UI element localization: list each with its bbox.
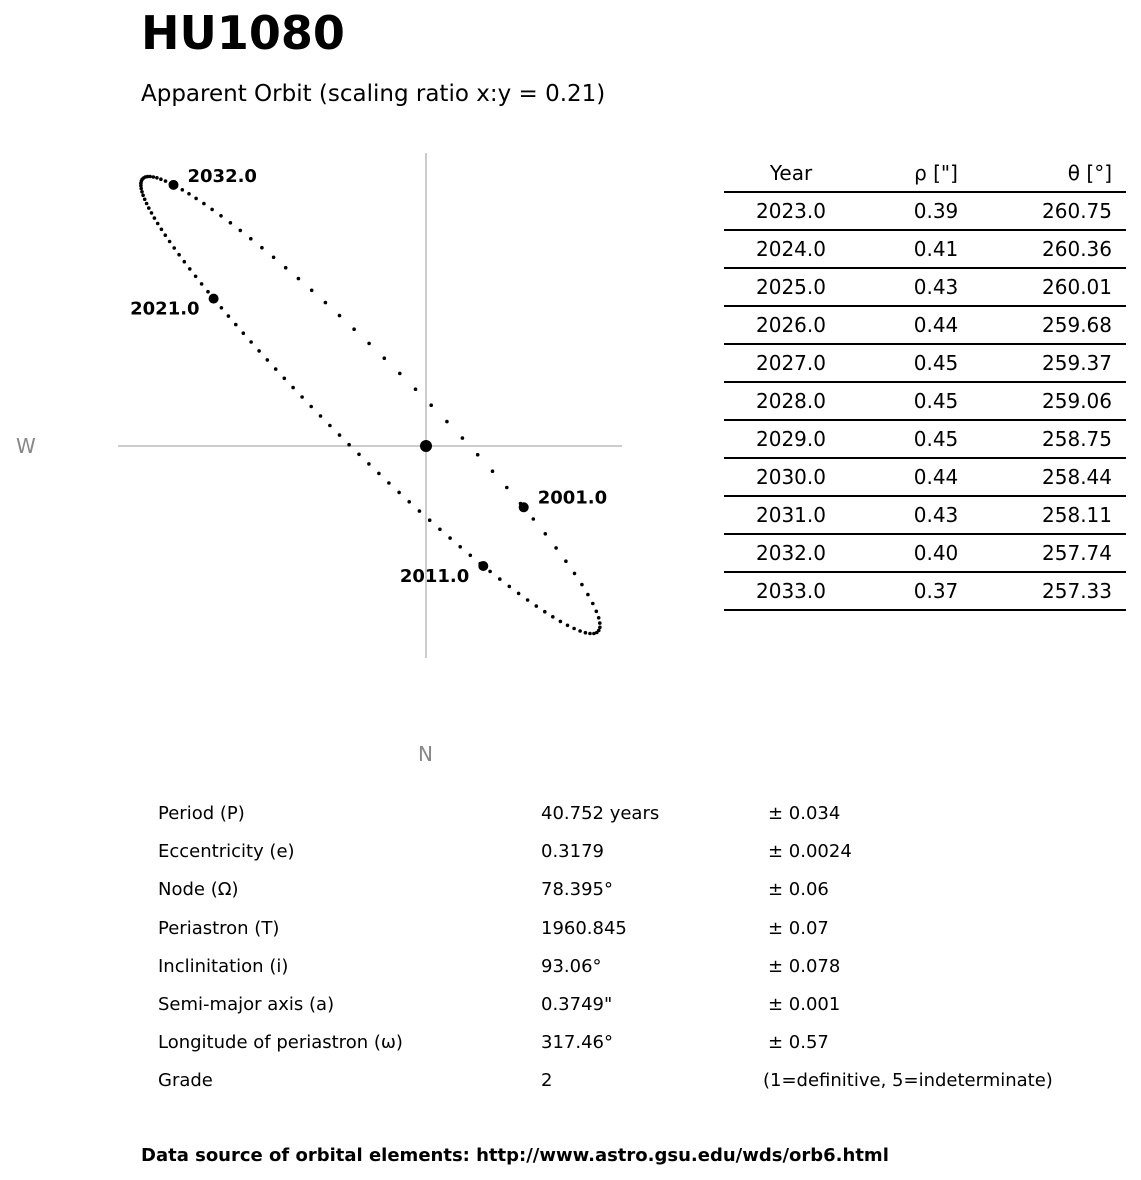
element-value: 317.46° (541, 1032, 613, 1054)
orbit-point (414, 387, 418, 391)
rho-cell: 0.39 (858, 192, 1014, 230)
year-cell: 2032.0 (724, 534, 858, 572)
epoch-label: 2011.0 (399, 566, 470, 587)
orbit-point (181, 188, 185, 192)
orbit-point (249, 340, 253, 344)
epoch-point (209, 294, 219, 304)
orbit-point (187, 192, 191, 196)
orbit-point (572, 627, 576, 631)
element-name: Inclinitation (i) (158, 955, 289, 977)
theta-cell: 260.36 (1014, 230, 1126, 268)
orbit-point (164, 179, 168, 183)
element-value: 93.06° (541, 955, 602, 977)
col-year-header: Year (724, 155, 858, 192)
table-row (724, 420, 1126, 458)
element-error: ± 0.07 (768, 917, 829, 939)
orbit-point (544, 532, 548, 536)
element-value: 0.3749" (541, 994, 613, 1015)
orbit-point (554, 546, 558, 550)
orbit-point (234, 323, 238, 327)
orbit-point (272, 255, 276, 259)
table-row (724, 344, 1126, 382)
year-cell: 2024.0 (724, 230, 858, 268)
orbit-point (338, 433, 342, 437)
orbit-point (155, 176, 159, 180)
orbit-point (458, 545, 462, 549)
element-value: 0.3179 (541, 841, 604, 863)
rho-cell: 0.45 (858, 382, 1014, 420)
orbit-point (429, 403, 433, 407)
orbit-point (141, 194, 145, 198)
orbit-point (145, 202, 149, 206)
orbit-point (177, 253, 181, 257)
orbit-point (551, 615, 555, 619)
orbit-point (164, 233, 168, 237)
orbit-point (418, 509, 422, 513)
year-cell: 2027.0 (724, 344, 858, 382)
element-name: Node (Ω) (158, 879, 239, 901)
orbit-plot (0, 0, 700, 780)
theta-cell: 259.37 (1014, 344, 1126, 382)
orbit-point (324, 301, 328, 305)
element-value: 2 (541, 1070, 553, 1092)
orbit-point (297, 277, 301, 281)
orbit-point (156, 222, 160, 226)
orbit-point (160, 228, 164, 232)
orbit-point (595, 610, 599, 614)
orbit-point (347, 443, 351, 447)
orbit-point (505, 486, 509, 490)
orbit-point (159, 177, 163, 181)
orbit-point (584, 631, 588, 635)
year-cell: 2023.0 (724, 192, 858, 230)
element-name: Longitude of periastron (ω) (158, 1032, 403, 1054)
epoch-point (169, 180, 179, 190)
table-row (724, 230, 1126, 268)
col-theta-header: θ [°] (1014, 155, 1126, 192)
element-error: ± 0.57 (768, 1032, 829, 1054)
epoch-point (478, 561, 488, 571)
orbit-point (428, 518, 432, 522)
element-error: ± 0.001 (768, 994, 841, 1015)
ephemeris-header-row (724, 155, 1126, 192)
epoch-markers (130, 166, 607, 587)
orbit-point (140, 190, 144, 194)
table-row (724, 306, 1126, 344)
orbit-point (153, 216, 157, 220)
theta-cell: 258.44 (1014, 458, 1126, 496)
orbit-point (597, 616, 601, 620)
orbit-point (249, 237, 253, 241)
orbit-point (147, 206, 151, 210)
north-label: N (418, 742, 433, 766)
rho-cell: 0.44 (858, 458, 1014, 496)
orbit-point (210, 208, 214, 212)
orbit-point (229, 221, 233, 225)
theta-cell: 257.33 (1014, 572, 1126, 610)
element-name: Grade (158, 1070, 213, 1092)
orbit-point (188, 267, 192, 271)
rho-cell: 0.45 (858, 344, 1014, 382)
orbit-point (309, 405, 313, 409)
orbit-point (588, 632, 592, 636)
orbit-point (377, 472, 381, 476)
orbit-point (206, 290, 210, 294)
orbit-point (220, 306, 224, 310)
theta-cell: 258.75 (1014, 420, 1126, 458)
theta-cell: 259.06 (1014, 382, 1126, 420)
element-error: ± 0.078 (768, 955, 841, 977)
orbit-point (517, 592, 521, 596)
orbit-point (566, 624, 570, 628)
table-row (724, 268, 1126, 306)
orbit-point (387, 481, 391, 485)
orbit-point (580, 583, 584, 587)
chart-subtitle: Apparent Orbit (scaling ratio x:y = 0.21) (141, 81, 606, 107)
theta-cell: 259.68 (1014, 306, 1126, 344)
orbit-point (227, 314, 231, 318)
orbit-point (143, 198, 147, 202)
orbit-point (202, 202, 206, 206)
orbit-point (397, 491, 401, 495)
year-cell: 2025.0 (724, 268, 858, 306)
orbit-point (476, 453, 480, 457)
element-error: (1=definitive, 5=indeterminate) (763, 1070, 1053, 1092)
orbit-point (591, 602, 595, 606)
rho-cell: 0.44 (858, 306, 1014, 344)
table-row (724, 458, 1126, 496)
rho-cell: 0.41 (858, 230, 1014, 268)
table-row (724, 534, 1126, 572)
col-rho-header: ρ ["] (858, 155, 1014, 192)
theta-cell: 258.11 (1014, 496, 1126, 534)
rho-cell: 0.43 (858, 496, 1014, 534)
rho-cell: 0.37 (858, 572, 1014, 610)
element-error: ± 0.06 (768, 879, 829, 901)
ephemeris-table (724, 155, 1126, 611)
year-cell: 2026.0 (724, 306, 858, 344)
orbit-point (526, 598, 530, 602)
element-value: 78.395° (541, 879, 613, 901)
orbit-point (448, 536, 452, 540)
table-row (724, 496, 1126, 534)
orbit-point (300, 395, 304, 399)
page-title: HU1080 (141, 6, 345, 60)
orbit-point (283, 377, 287, 381)
orbit-point (578, 629, 582, 633)
orbit-point (260, 246, 264, 250)
orbit-point (532, 517, 536, 521)
element-error: ± 0.0024 (768, 841, 852, 863)
orbit-point (367, 342, 371, 346)
table-row (724, 572, 1126, 610)
epoch-label: 2021.0 (130, 298, 200, 320)
epoch-point (519, 502, 529, 512)
element-value: 1960.845 (541, 917, 627, 939)
rho-cell: 0.45 (858, 420, 1014, 458)
orbit-point (284, 266, 288, 270)
epoch-label: 2001.0 (537, 487, 608, 509)
orbit-point (559, 620, 563, 624)
orbit-point (469, 554, 473, 558)
orbit-point (383, 356, 387, 360)
orbit-point (319, 414, 323, 418)
epoch-label: 2032.0 (187, 165, 257, 187)
table-row (724, 192, 1126, 230)
orbit-point (328, 424, 332, 428)
element-error: ± 0.034 (768, 803, 841, 824)
orbit-point (461, 436, 465, 440)
orbit-path (139, 175, 602, 636)
orbit-point (407, 500, 411, 504)
orbit-point (310, 289, 314, 293)
theta-cell: 260.01 (1014, 268, 1126, 306)
element-name: Eccentricity (e) (158, 841, 295, 863)
orbit-point (398, 372, 402, 376)
orbit-point (266, 358, 270, 362)
orbit-point (543, 610, 547, 614)
orbit-point (194, 197, 198, 201)
orbit-point (257, 349, 261, 353)
orbit-point (508, 585, 512, 589)
orbit-point (152, 175, 156, 179)
orbit-point (172, 246, 176, 250)
orbit-point (357, 453, 361, 457)
rho-cell: 0.40 (858, 534, 1014, 572)
orbit-point (367, 462, 371, 466)
orbit-point (535, 604, 539, 608)
orbit-point (445, 420, 449, 424)
rho-cell: 0.43 (858, 268, 1014, 306)
year-cell: 2033.0 (724, 572, 858, 610)
orbit-point (168, 240, 172, 244)
orbit-point (274, 367, 278, 371)
orbit-point (573, 572, 577, 576)
orbit-point (491, 469, 495, 473)
orbit-point (592, 632, 596, 636)
orbit-point (242, 331, 246, 335)
west-label: W (16, 434, 36, 458)
orbit-point (598, 626, 602, 630)
orbit-point (150, 211, 154, 215)
orbit-point (239, 229, 243, 233)
orbit-point (291, 386, 295, 390)
table-row (724, 382, 1126, 420)
theta-cell: 260.75 (1014, 192, 1126, 230)
year-cell: 2031.0 (724, 496, 858, 534)
theta-cell: 257.74 (1014, 534, 1126, 572)
element-name: Semi-major axis (a) (158, 994, 335, 1015)
orbit-point (498, 577, 502, 581)
element-name: Periastron (T) (158, 917, 280, 939)
orbit-point (148, 175, 152, 179)
element-value: 40.752 years (541, 803, 660, 824)
orbit-point (488, 570, 492, 574)
orbit-point (338, 314, 342, 318)
orbit-point (194, 275, 198, 279)
orbit-point (352, 327, 356, 331)
data-source-note: Data source of orbital elements: http://www.astro.gsu.edu/wds/orb6.html (141, 1145, 889, 1166)
orbit-point (586, 593, 590, 597)
orbit-point (438, 528, 442, 532)
year-cell: 2028.0 (724, 382, 858, 420)
orbit-point (564, 559, 568, 563)
year-cell: 2029.0 (724, 420, 858, 458)
primary-star (420, 440, 432, 452)
orbit-point (598, 621, 602, 625)
orbit-point (219, 214, 223, 218)
orbit-point (200, 282, 204, 286)
orbit-point (183, 260, 187, 264)
year-cell: 2030.0 (724, 458, 858, 496)
element-name: Period (P) (158, 803, 245, 824)
